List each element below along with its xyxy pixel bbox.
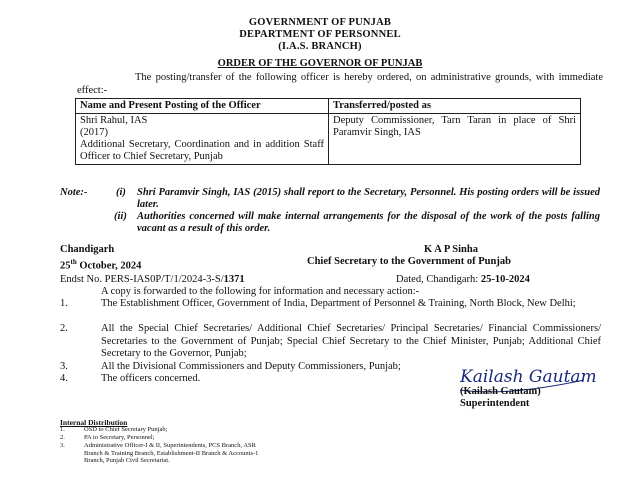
- superintendent-title: Superintendent: [460, 398, 530, 409]
- dated-value: 25-10-2024: [480, 274, 530, 285]
- header-department: DEPARTMENT OF PERSONNEL: [239, 29, 401, 40]
- date-suffix: th: [70, 258, 77, 266]
- table-row: [76, 114, 581, 165]
- intro-paragraph: The posting/transfer of the following officer is hereby ordered, on administrative grounds, with immediate effect:-: [77, 72, 603, 96]
- superintendent-name: (Kailash Gautam): [460, 386, 541, 397]
- order-date: [60, 256, 141, 273]
- cell-posted-as: Deputy Commissioner, Tarn Taran in place of Shri Paramvir Singh, IAS: [329, 114, 581, 165]
- endorsement-date: [396, 274, 530, 287]
- internal-distribution-title: Internal Distribution: [60, 418, 128, 427]
- note-label: Note:-: [60, 187, 88, 198]
- note-item-2-text: Authorities concerned will make internal arrangements for the disposal of the work of the posts falling vacant as a result of this order.: [137, 211, 600, 234]
- table-header-row: [76, 99, 581, 114]
- cell-officer: [76, 114, 329, 165]
- officer-present-posting: Additional Secretary, Coordination and in addition Staff Officer to Chief Secretary, Punjab: [80, 139, 324, 162]
- date-rest: October, 2024: [76, 260, 142, 272]
- column-header-officer: Name and Present Posting of the Officer: [76, 99, 329, 114]
- copy-item-1-text: The Establishment Officer, Government of India, Department of Personnel & Training, North Block, New Delhi;: [101, 298, 576, 309]
- note-item-1-text: Shri Paramvir Singh, IAS (2015) shall report to the Secretary, Personnel. His posting orders will be issued later.: [137, 187, 600, 210]
- column-header-posted-as: Transferred/posted as: [329, 99, 581, 114]
- endorsement-serial: 1371: [223, 274, 245, 285]
- header-government: GOVERNMENT OF PUNJAB: [248, 17, 392, 28]
- internal-item-1-text: OSD to Chief Secretary Punjab;: [84, 426, 168, 433]
- copy-item-4-text: The officers concerned.: [101, 373, 201, 384]
- internal-item-1-number: 1.: [60, 426, 65, 433]
- internal-item-2-number: 2.: [60, 434, 65, 441]
- internal-item-3-number: 3.: [60, 442, 65, 449]
- note-item-1-number: (i): [116, 187, 126, 198]
- dated-label: Dated, Chandigarh:: [396, 274, 481, 285]
- copy-item-4-number: 4.: [60, 373, 68, 384]
- signatory-name: K A P Sinha: [424, 244, 478, 255]
- copy-item-2-text: All the Special Chief Secretaries/ Additional Chief Secretaries/ Principal Secretaries/ Financial Commissioners/ Secretaries to the Government of Punjab; Special Chief Secretary to the Chief Minister, Punjab; Additional Chief Secretary to the Governor, Punjab;: [101, 323, 601, 359]
- note-item-2-number: (ii): [114, 211, 127, 222]
- order-title: ORDER OF THE GOVERNOR OF PUNJAB: [217, 58, 423, 69]
- officer-name: Shri Rahul, IAS: [80, 115, 148, 126]
- copy-intro: A copy is forwarded to the following for information and necessary action:-: [101, 286, 420, 297]
- internal-item-3-text: Administrative Officer-I & II, Superintendents, PCS Branch, ASR Branch & Training Branch, Establishment-II Branch & Accounts-1 Branch, Punjab Civil Secretariat.: [84, 442, 259, 464]
- copy-item-1-number: 1.: [60, 298, 68, 309]
- posting-table: [75, 98, 581, 165]
- copy-item-2-number: 2.: [60, 323, 68, 334]
- endorsement-prefix: Endst No. PERS-IAS0P/T/1/2024-3-S/: [60, 274, 224, 285]
- copy-item-3-number: 3.: [60, 361, 68, 372]
- endorsement-number: [60, 274, 245, 287]
- handwritten-signature: Kailash Gautam: [460, 367, 597, 387]
- officer-batch: (2017): [80, 127, 108, 138]
- internal-item-2-text: PA to Secretary, Personnel;: [84, 434, 155, 441]
- header-branch: (I.A.S. BRANCH): [278, 41, 362, 52]
- copy-item-3-text: All the Divisional Commissioners and Deputy Commissioners, Punjab;: [101, 361, 401, 372]
- place: Chandigarh: [60, 244, 115, 255]
- date-day: 25: [60, 260, 71, 272]
- signatory-title: Chief Secretary to the Government of Punjab: [307, 256, 511, 267]
